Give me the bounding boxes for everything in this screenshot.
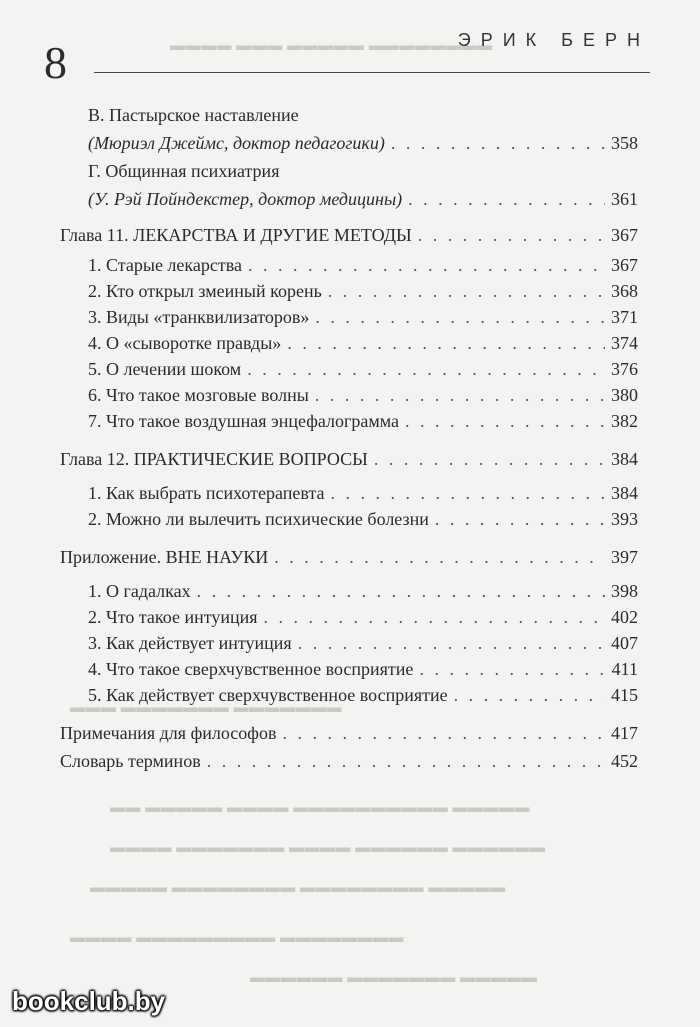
toc-entry xyxy=(88,332,638,354)
toc-entry-page: 367 xyxy=(611,255,638,275)
toc-entry-title: 4. О «сыворотке правды» xyxy=(88,333,282,353)
toc-entry xyxy=(88,188,638,210)
leader-dots xyxy=(408,188,605,210)
toc-chapter xyxy=(60,722,638,744)
toc-entry-title: 4. Что такое сверхчувственное восприятие xyxy=(88,659,414,679)
toc-chapter xyxy=(60,448,638,470)
leader-dots xyxy=(207,750,605,772)
toc-entry-title: 1. Как выбрать психотерапевта xyxy=(88,483,325,503)
toc-entry-page: 376 xyxy=(611,359,638,379)
toc-entry-page: 358 xyxy=(611,133,638,153)
toc-entry xyxy=(88,580,638,602)
toc-entry-page: 380 xyxy=(611,385,638,405)
toc-entry xyxy=(88,410,638,432)
toc-entry-page: 384 xyxy=(611,483,638,503)
leader-dots xyxy=(287,332,605,354)
toc-entry-page: 415 xyxy=(611,685,638,705)
toc-entry-title: 2. Можно ли вылечить психические болезни xyxy=(88,509,429,529)
toc-entry-page: 384 xyxy=(611,449,638,469)
toc-entry-page: 407 xyxy=(611,633,638,653)
toc-entry xyxy=(88,132,638,154)
leader-dots xyxy=(197,580,605,602)
toc-entry-title: 5. О лечении шоком xyxy=(88,359,242,379)
toc-entry-title: (Мюриэл Джеймс, доктор педагогики) xyxy=(88,133,385,153)
toc-entry-title: Приложение. ВНЕ НАУКИ xyxy=(60,547,269,567)
toc-entry xyxy=(88,658,638,680)
toc-entry-title: Глава 11. ЛЕКАРСТВА И ДРУГИЕ МЕТОДЫ xyxy=(60,225,412,245)
show-through-text: ▬▬▬ ▬▬▬▬▬▬▬ ▬▬▬▬▬▬▬ xyxy=(70,700,342,716)
toc-entry xyxy=(88,358,638,380)
toc-entry-title: 1. Старые лекарства xyxy=(88,255,242,275)
toc-entry-page: 371 xyxy=(611,307,638,327)
leader-dots xyxy=(274,546,605,568)
toc-entry-page: 411 xyxy=(611,659,638,679)
toc-entry-title: 2. Кто открыл змеиный корень xyxy=(88,281,322,301)
toc-entry xyxy=(88,160,638,182)
show-through-text: ▬▬▬▬ ▬▬▬▬▬▬▬▬▬ ▬▬▬▬▬▬▬▬ xyxy=(70,930,404,946)
toc-entry-title: Глава 12. ПРАКТИЧЕСКИЕ ВОПРОСЫ xyxy=(60,449,368,469)
toc-entry-page: 452 xyxy=(611,751,638,771)
leader-dots xyxy=(248,254,605,276)
toc-entry-page: 402 xyxy=(611,607,638,627)
leader-dots xyxy=(315,306,605,328)
toc-chapter xyxy=(60,546,638,568)
site-watermark: bookclub.by xyxy=(12,986,166,1016)
leader-dots xyxy=(247,358,605,380)
leader-dots xyxy=(298,632,605,654)
leader-dots xyxy=(435,508,605,530)
toc-chapter xyxy=(60,224,638,246)
toc-entry-title: 2. Что такое интуиция xyxy=(88,607,258,627)
toc-entry-page: 393 xyxy=(611,509,638,529)
toc-entry-page: 374 xyxy=(611,333,638,353)
toc-entry-page: 361 xyxy=(611,189,638,209)
leader-dots xyxy=(419,658,605,680)
toc-entry-title: 6. Что такое мозговые волны xyxy=(88,385,309,405)
leader-dots xyxy=(405,410,605,432)
leader-dots xyxy=(454,684,605,706)
toc-entry-title: Г. Общинная психиатрия xyxy=(88,161,280,181)
toc-entry-title: 7. Что такое воздушная энцефалограмма xyxy=(88,411,400,431)
leader-dots xyxy=(315,384,605,406)
toc-entry-title: В. Пастырское наставление xyxy=(88,105,299,125)
toc-entry-page: 368 xyxy=(611,281,638,301)
toc-entry-title: 3. Виды «транквилизаторов» xyxy=(88,307,310,327)
toc-entry xyxy=(88,384,638,406)
toc-entry xyxy=(88,280,638,302)
toc-entry xyxy=(88,684,638,706)
toc-entry xyxy=(88,606,638,628)
toc-entry-page: 417 xyxy=(611,723,638,743)
leader-dots xyxy=(418,224,605,246)
leader-dots xyxy=(328,280,605,302)
leader-dots xyxy=(391,132,605,154)
show-through-text: ▬▬▬▬ ▬▬▬ ▬▬▬▬▬ ▬▬▬▬▬▬▬▬ xyxy=(170,38,493,54)
leader-dots xyxy=(374,448,605,470)
show-through-text: ▬▬ ▬▬▬▬▬ ▬▬▬▬ ▬▬▬▬▬▬▬▬▬▬ ▬▬▬▬▬ xyxy=(110,800,530,816)
toc-entry xyxy=(88,104,638,126)
show-through-text: ▬▬▬▬▬ ▬▬▬▬▬▬▬▬ ▬▬▬▬▬▬▬▬ ▬▬▬▬▬ xyxy=(90,880,506,896)
toc-entry xyxy=(88,482,638,504)
toc-entry xyxy=(88,508,638,530)
leader-dots xyxy=(331,482,605,504)
header-rule xyxy=(94,72,650,73)
toc-entry-title: 5. Как действует сверхчувственное восприятие xyxy=(88,685,448,705)
toc-entry-title: 3. Как действует интуиция xyxy=(88,633,292,653)
show-through-text: ▬▬▬▬ ▬▬▬▬▬▬▬ ▬▬▬▬ ▬▬▬▬▬▬ ▬▬▬▬▬▬ xyxy=(110,840,546,856)
toc-entry-page: 397 xyxy=(611,547,638,567)
toc-entry-page: 382 xyxy=(611,411,638,431)
leader-dots xyxy=(264,606,605,628)
toc-entry xyxy=(88,632,638,654)
toc-entry xyxy=(88,254,638,276)
toc-chapter xyxy=(60,750,638,772)
toc-entry xyxy=(88,306,638,328)
toc-entry-page: 398 xyxy=(611,581,638,601)
show-through-text: ▬▬▬▬▬▬ ▬▬▬▬▬▬▬ ▬▬▬▬▬ xyxy=(250,970,538,986)
running-head: ЭРИК БЕРН xyxy=(457,30,650,50)
toc-entry-title: (У. Рэй Пойндекстер, доктор медицины) xyxy=(88,189,403,209)
toc-entry-title: Примечания для философов xyxy=(60,723,277,743)
toc-entry-page: 367 xyxy=(611,225,638,245)
toc-entry-title: 1. О гадалках xyxy=(88,581,191,601)
leader-dots xyxy=(282,722,605,744)
toc-entry-title: Словарь терминов xyxy=(60,751,201,771)
page-number: 8 xyxy=(44,37,67,88)
